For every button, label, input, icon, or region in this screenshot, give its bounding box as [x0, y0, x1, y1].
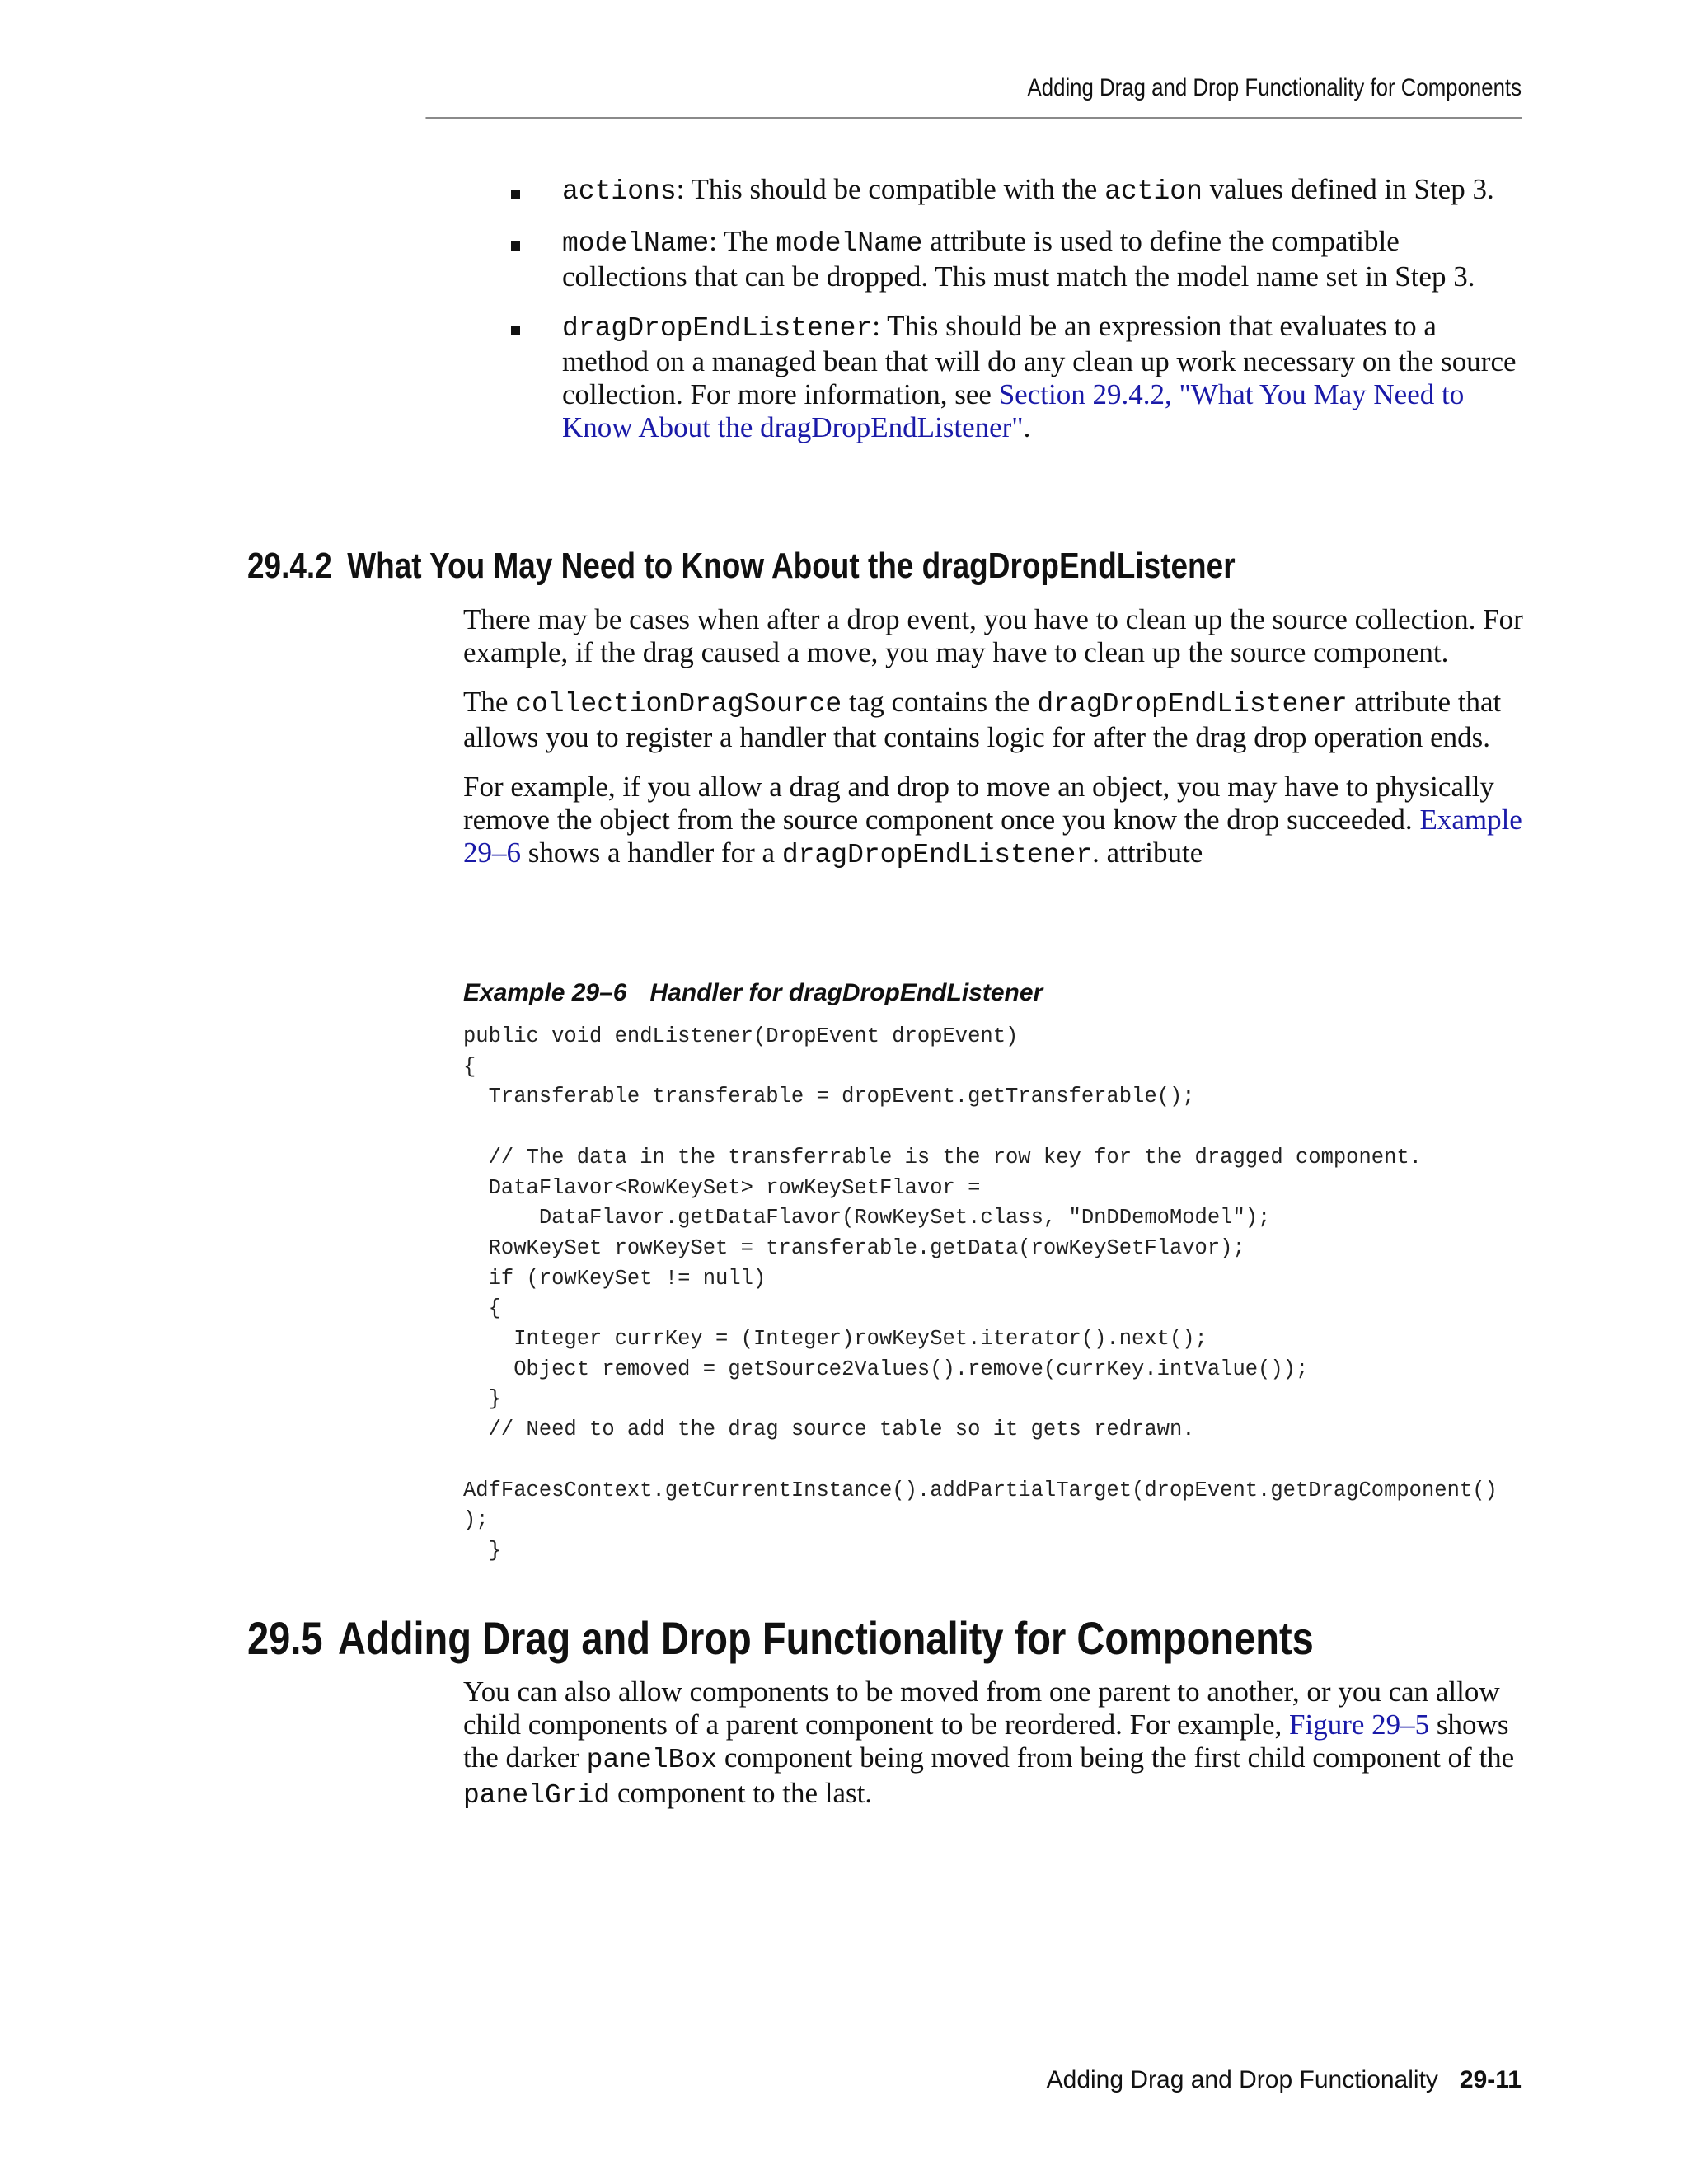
running-header-title: Adding Drag and Drop Functionality for Components [1027, 74, 1522, 101]
bullet-text: : The [709, 225, 776, 257]
paragraph [463, 686, 1526, 754]
section-number: 29.5 [247, 1612, 323, 1664]
bullet-text: . [1023, 411, 1031, 443]
example-caption [463, 979, 1043, 1007]
paragraph-text: component to the last. [610, 1777, 873, 1809]
section-heading-29-4-2 [247, 546, 1236, 587]
footer-chapter-title: Adding Drag and Drop Functionality [1046, 2066, 1438, 2093]
example-29-6-link[interactable]: Example 29–6 [463, 804, 1522, 869]
code-term: modelName [776, 228, 923, 259]
bullet-text: values defined in Step 3. [1202, 173, 1494, 205]
paragraph-text: The [463, 686, 516, 718]
code-term: actions [562, 176, 677, 207]
paragraph-text: shows the darker [463, 1708, 1509, 1774]
section-number: 29.4.2 [247, 546, 332, 586]
paragraph-text: . attribute [1092, 837, 1203, 869]
paragraph [463, 1675, 1526, 1812]
bullet-text: : This should be an expression that evaluates to a method on a managed bean that will do any clean up work necessary on the source collection. For more information, see [562, 310, 1517, 410]
square-bullet-icon [511, 241, 520, 251]
paragraph-text: There may be cases when after a drop event, you have to clean up the source collection. For example, if the drag caused a move, you may have to clean up the source component. [463, 603, 1523, 668]
paragraph [463, 603, 1526, 669]
section-29-5-body [463, 1675, 1526, 1829]
bullet-text: : This should be compatible with the [676, 173, 1105, 205]
paragraph-text: attribute that allows you to register a handler that contains logic for after the drag drop operation ends. [463, 686, 1502, 753]
paragraph-text: You can also allow components to be moved from one parent to another, or you can allow child components of a parent component to be reordered. For example, [463, 1675, 1500, 1741]
paragraph-text: component being moved from being the first child component of the [717, 1741, 1515, 1774]
code-term: dragDropEndListener [1037, 689, 1348, 719]
square-bullet-icon [511, 326, 520, 335]
code-term: dragDropEndListener [781, 840, 1093, 870]
paragraph-text: tag contains the [842, 686, 1038, 718]
attribute-bullet-list [511, 173, 1525, 461]
code-term: panelBox [586, 1745, 718, 1775]
paragraph-text: For example, if you allow a drag and drop to move an object, you may have to physically remove the object from the source component once you know the drop succeeded. [463, 771, 1494, 836]
code-term: collectionDragSource [515, 689, 842, 719]
page-footer [1047, 2066, 1522, 2094]
section-29-4-2-link[interactable]: Section 29.4.2, "What You May Need to Know About the dragDropEndListener" [562, 378, 1465, 443]
paragraph-text: shows a handler for a [521, 837, 782, 869]
code-term: action [1104, 176, 1203, 207]
code-example-block: public void endListener(DropEvent dropEvent) { Transferable transferable = dropEvent.getTransferable(); // The data in the transferrable is the row key for the dragged component. DataFlavor<RowKeySet> rowKeySetFlavor = DataFlavor.getDataFlavor(RowKeySet.class, "DnDDemoModel"); RowKeySet rowKeySet = transferable.getData(rowKeySetFlavor); if (rowKeySet != null) { Integer currKey = (Integer)rowKeySet.iterator().next(); Object removed = getSource2Values().remove(currKey.intValue()); } // Need to add the drag source table so it gets redrawn. AdfFacesContext.getCurrentInstance().addPartialTarget(dropEvent.getDragComponent() ); } [463, 1024, 1498, 1563]
section-title: What You May Need to Know About the dragDropEndListener [347, 546, 1236, 586]
list-item [511, 310, 1525, 444]
figure-29-5-link[interactable]: Figure 29–5 [1289, 1708, 1430, 1741]
list-item [511, 173, 1525, 209]
square-bullet-icon [511, 190, 520, 199]
section-heading-29-5 [247, 1611, 1314, 1665]
code-term: panelGrid [463, 1780, 611, 1811]
paragraph [463, 771, 1526, 872]
example-title: Handler for dragDropEndListener [649, 979, 1043, 1006]
list-item [511, 225, 1525, 293]
section-title: Adding Drag and Drop Functionality for Components [338, 1612, 1314, 1664]
running-header [425, 74, 1522, 119]
code-term: dragDropEndListener [562, 313, 873, 344]
example-label: Example 29–6 [463, 979, 627, 1006]
section-29-4-2-body [463, 603, 1526, 888]
bullet-text: attribute is used to define the compatible collections that can be dropped. This must match the model name set in Step 3. [562, 225, 1475, 293]
page-number: 29-11 [1459, 2066, 1522, 2093]
code-term: modelName [562, 228, 710, 259]
